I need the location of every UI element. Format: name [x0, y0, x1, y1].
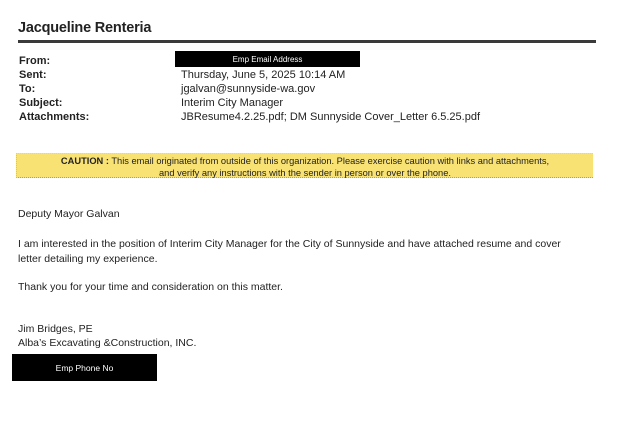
signature-name: Jim Bridges, PE	[18, 323, 93, 335]
sender-title: Jacqueline Renteria	[18, 20, 152, 36]
subject-label: Subject:	[19, 97, 63, 109]
attachments-value[interactable]: JBResume4.2.25.pdf; DM Sunnyside Cover_Letter 6.5.25.pdf	[181, 111, 481, 123]
external-email-caution-banner	[16, 153, 593, 178]
signature-company: Alba’s Excavating &Construction, INC.	[18, 337, 197, 349]
body-paragraph-2: Thank you for your time and consideration on this matter.	[18, 281, 283, 293]
caution-label: CAUTION :	[60, 156, 109, 166]
redacted-from-email: Emp Email Address	[175, 51, 360, 67]
to-label: To:	[19, 83, 36, 95]
sent-label: Sent:	[19, 69, 47, 81]
to-value[interactable]: jgalvan@sunnyside-wa.gov	[181, 83, 316, 95]
header-divider	[18, 40, 596, 43]
from-label: From:	[19, 55, 51, 67]
caution-line-2: and verify any instructions with the sender in person or over the phone.	[159, 168, 451, 178]
subject-value: Interim City Manager	[181, 97, 284, 109]
sent-value: Thursday, June 5, 2025 10:14 AM	[181, 69, 346, 81]
greeting: Deputy Mayor Galvan	[18, 208, 120, 220]
caution-line-1: CAUTION : This email originated from outside of this organization. Please exercise caution with links and attachments,	[60, 156, 550, 166]
body-paragraph-1: I am interested in the position of Interim City Manager for the City of Sunnyside and have attached resume and cover letter detailing my experience.	[18, 238, 561, 265]
attachments-label: Attachments:	[19, 111, 90, 123]
redacted-phone-number: Emp Phone No	[12, 354, 157, 381]
